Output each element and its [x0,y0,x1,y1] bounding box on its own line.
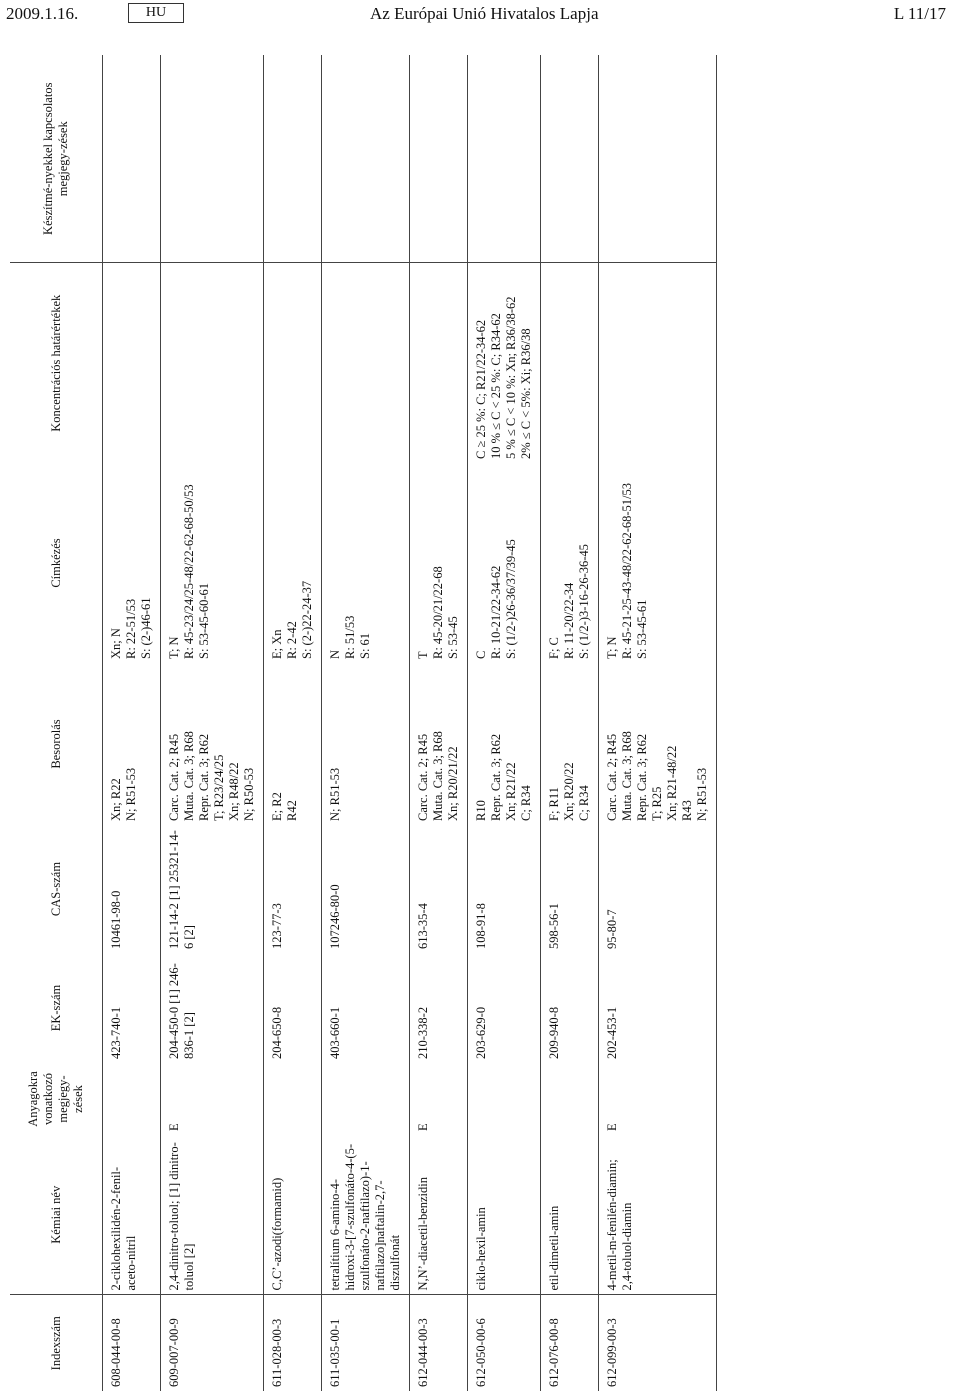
cell-substance-notes: E [161,1063,264,1135]
classification-line: Xn; R21/22 [504,762,518,821]
cell-concentration [161,263,264,463]
classification-line: N; R51-53 [124,767,138,821]
cell-name: 2-ciklohexilidén-2-fenil-aceto-nitril [103,1135,161,1295]
classification-line: Carc. Cat. 2; R45 [167,733,181,821]
cell-substance-notes [264,1063,322,1135]
classification-line: Muta. Cat. 3; R68 [182,731,196,821]
cell-name: N,N’-diacetil-benzidin [410,1135,468,1295]
cell-name: ciklo-hexil-amin [468,1135,541,1295]
cell-ec: 423-740-1 [103,953,161,1063]
table-row [322,55,410,1391]
cell-prep-notes [322,55,410,263]
substance-table [10,55,950,1391]
cell-cas: 123-77-3 [264,825,322,953]
cell-classification [410,663,468,825]
cell-prep-notes [103,55,161,263]
cell-index: 612-076-00-8 [541,1295,599,1391]
labelling-line: T; N [605,636,619,659]
labelling-line: R: 45-21-25-43-48/22-62-68-51/53 [620,482,634,659]
labelling-line: R: 51/53 [343,615,357,659]
cell-substance-notes [322,1063,410,1135]
cell-prep-notes [541,55,599,263]
labelling-line: Xn; N [109,628,123,659]
classification-line: C; R34 [519,785,533,821]
table-body [103,55,717,1391]
cell-concentration [599,263,717,463]
labelling-line: F; C [547,637,561,659]
table-row [161,55,264,1391]
cell-ec: 403-660-1 [322,953,410,1063]
concentration-line: C ≥ 25 %: C; R21/22-34-62 [474,319,488,459]
classification-line: Repr. Cat. 3; R62 [489,733,503,821]
classification-line: N; R51-53 [328,767,342,821]
cell-name: etil-dimetil-amin [541,1135,599,1295]
table-row [541,55,599,1391]
table-row [264,55,322,1391]
concentration-line: 10 % ≤ C < 25 %: C; R34-62 [489,313,503,459]
classification-line: E; R2 [270,792,284,821]
labelling-line: T [416,651,430,659]
concentration-line: 5 % ≤ C < 10 %: Xn; R36/38-62 [504,296,518,459]
column-header-ec: EK-szám [10,953,103,1063]
classification-line: Muta. Cat. 3; R68 [620,731,634,821]
cell-prep-notes [264,55,322,263]
page-header [0,0,960,30]
column-header-cas: CAS-szám [10,825,103,953]
cell-ec: 210-338-2 [410,953,468,1063]
concentration-line: 2% ≤ C < 5%: Xi; R36/38 [519,328,533,459]
cell-substance-notes: E [599,1063,717,1135]
cell-classification [541,663,599,825]
classification-line: Carc. Cat. 2; R45 [416,733,430,821]
cell-name: C,C’-azodi(formamid) [264,1135,322,1295]
cell-cas: 121-14-2 [1] 25321-14-6 [2] [161,825,264,953]
cell-labelling [161,463,264,663]
labelling-line: T; N [167,636,181,659]
classification-line: Xn; R48/22 [227,762,241,821]
cell-concentration [103,263,161,463]
labelling-line: R: 2-42 [285,621,299,659]
labelling-line: S: (2-)46-61 [139,597,153,659]
journal-title: Az Európai Unió Hivatalos Lapja [370,4,599,23]
cell-ec: 203-629-0 [468,953,541,1063]
cell-index: 612-044-00-3 [410,1295,468,1391]
cell-index: 612-099-00-3 [599,1295,717,1391]
column-header-prep-notes: Készítmé-nyekkel kapcsolatos megjegy-zések [10,55,103,263]
labelling-line: S: (2-)22-24-37 [300,580,314,659]
cell-concentration [322,263,410,463]
table-row [103,55,161,1391]
cell-classification [103,663,161,825]
cell-ec: 204-650-8 [264,953,322,1063]
labelling-line: S: 61 [358,632,372,659]
cell-ec: 204-450-0 [1] 246-836-1 [2] [161,953,264,1063]
cell-substance-notes [468,1063,541,1135]
labelling-line: S: 53-45-60-61 [197,582,211,659]
classification-line: Xn; R20/22 [562,762,576,821]
classification-line: T; R25 [650,786,664,821]
cell-ec: 202-453-1 [599,953,717,1063]
cell-prep-notes [599,55,717,263]
classification-line: Muta. Cat. 3; R68 [431,731,445,821]
cell-concentration [410,263,468,463]
cell-concentration [468,263,541,463]
cell-prep-notes [410,55,468,263]
publication-date: 2009.1.16. [6,4,79,23]
cell-cas: 598-56-1 [541,825,599,953]
cell-cas: 107246-80-0 [322,825,410,953]
cell-index: 611-035-00-1 [322,1295,410,1391]
cell-classification [468,663,541,825]
classification-line: N; R51-53 [695,767,709,821]
labelling-line: S: 53-45-61 [635,599,649,659]
classification-line: Repr. Cat. 3; R62 [197,733,211,821]
cell-labelling [468,463,541,663]
labelling-line: S: (1/2-)3-16-26-36-45 [577,544,591,659]
cell-labelling [322,463,410,663]
classification-line: N; R50-53 [242,767,256,821]
rotated-table-container [10,55,950,1391]
cell-substance-notes [103,1063,161,1135]
cell-cas: 108-91-8 [468,825,541,953]
cell-labelling [541,463,599,663]
labelling-line: R: 11-20/22-34 [562,582,576,659]
cell-cas: 10461-98-0 [103,825,161,953]
column-header-labelling: Címkézés [10,463,103,663]
cell-index: 612-050-00-6 [468,1295,541,1391]
language-badge: HU [128,3,184,23]
column-header-classification: Besorolás [10,663,103,825]
labelling-line: C [474,650,488,659]
cell-classification [599,663,717,825]
cell-labelling [264,463,322,663]
column-header-concentration: Koncentrációs határértékek [10,263,103,463]
table-row [599,55,717,1391]
labelling-line: S: 53-45 [446,616,460,659]
page-number: L 11/17 [893,4,946,23]
cell-labelling [410,463,468,663]
classification-line: R42 [285,800,299,821]
classification-line: F; R11 [547,787,561,821]
labelling-line: R: 45-23/24/25-48/22-62-68-50/53 [182,484,196,659]
cell-substance-notes [541,1063,599,1135]
classification-line: R43 [680,800,694,821]
cell-prep-notes [161,55,264,263]
table-row [410,55,468,1391]
classification-line: Xn; R21-48/22 [665,745,679,821]
classification-line: C; R34 [577,785,591,821]
classification-line: Repr. Cat. 3; R62 [635,733,649,821]
cell-labelling [103,463,161,663]
labelling-line: E; Xn [270,629,284,659]
labelling-line: S: (1/2-)26-36/37/39-45 [504,539,518,659]
classification-line: Carc. Cat. 2; R45 [605,733,619,821]
cell-name: 2,4-dinitro-toluol; [1] dinitro-toluol [2] [161,1135,264,1295]
column-header-substance-notes: Anyagokra vonatkozó megjegy-zések [10,1063,103,1135]
cell-ec: 209-940-8 [541,953,599,1063]
labelling-line: N [328,649,342,659]
labelling-line: R: 22-51/53 [124,598,138,659]
cell-classification [161,663,264,825]
cell-index: 609-007-00-9 [161,1295,264,1391]
cell-cas: 613-35-4 [410,825,468,953]
table-row [468,55,541,1391]
cell-name: 4-metil-m-fenilén-diamin; 2,4-toluol-diamin [599,1135,717,1295]
column-header-index: Indexszám [10,1295,103,1391]
cell-concentration [264,263,322,463]
cell-concentration [541,263,599,463]
labelling-line: R: 10-21/22-34-62 [489,565,503,659]
cell-classification [264,663,322,825]
classification-line: Xn; R20/21/22 [446,746,460,821]
column-header-name: Kémiai név [10,1135,103,1295]
table-header-row [10,55,103,1391]
cell-index: 608-044-00-8 [103,1295,161,1391]
cell-classification [322,663,410,825]
cell-labelling [599,463,717,663]
cell-substance-notes: E [410,1063,468,1135]
labelling-line: R: 45-20/21/22-68 [431,566,445,659]
cell-name: tetralítium 6-amino-4-hidroxi-3-[7-szulfonáto-4-(5-szulfonáto-2-naftilazo)-1-naftilazo]naftalin-2,7-diszulfonát [322,1135,410,1295]
cell-prep-notes [468,55,541,263]
classification-line: R10 [474,800,488,821]
cell-cas: 95-80-7 [599,825,717,953]
classification-line: Xn; R22 [109,778,123,821]
cell-index: 611-028-00-3 [264,1295,322,1391]
classification-line: T; R23/24/25 [212,754,226,821]
